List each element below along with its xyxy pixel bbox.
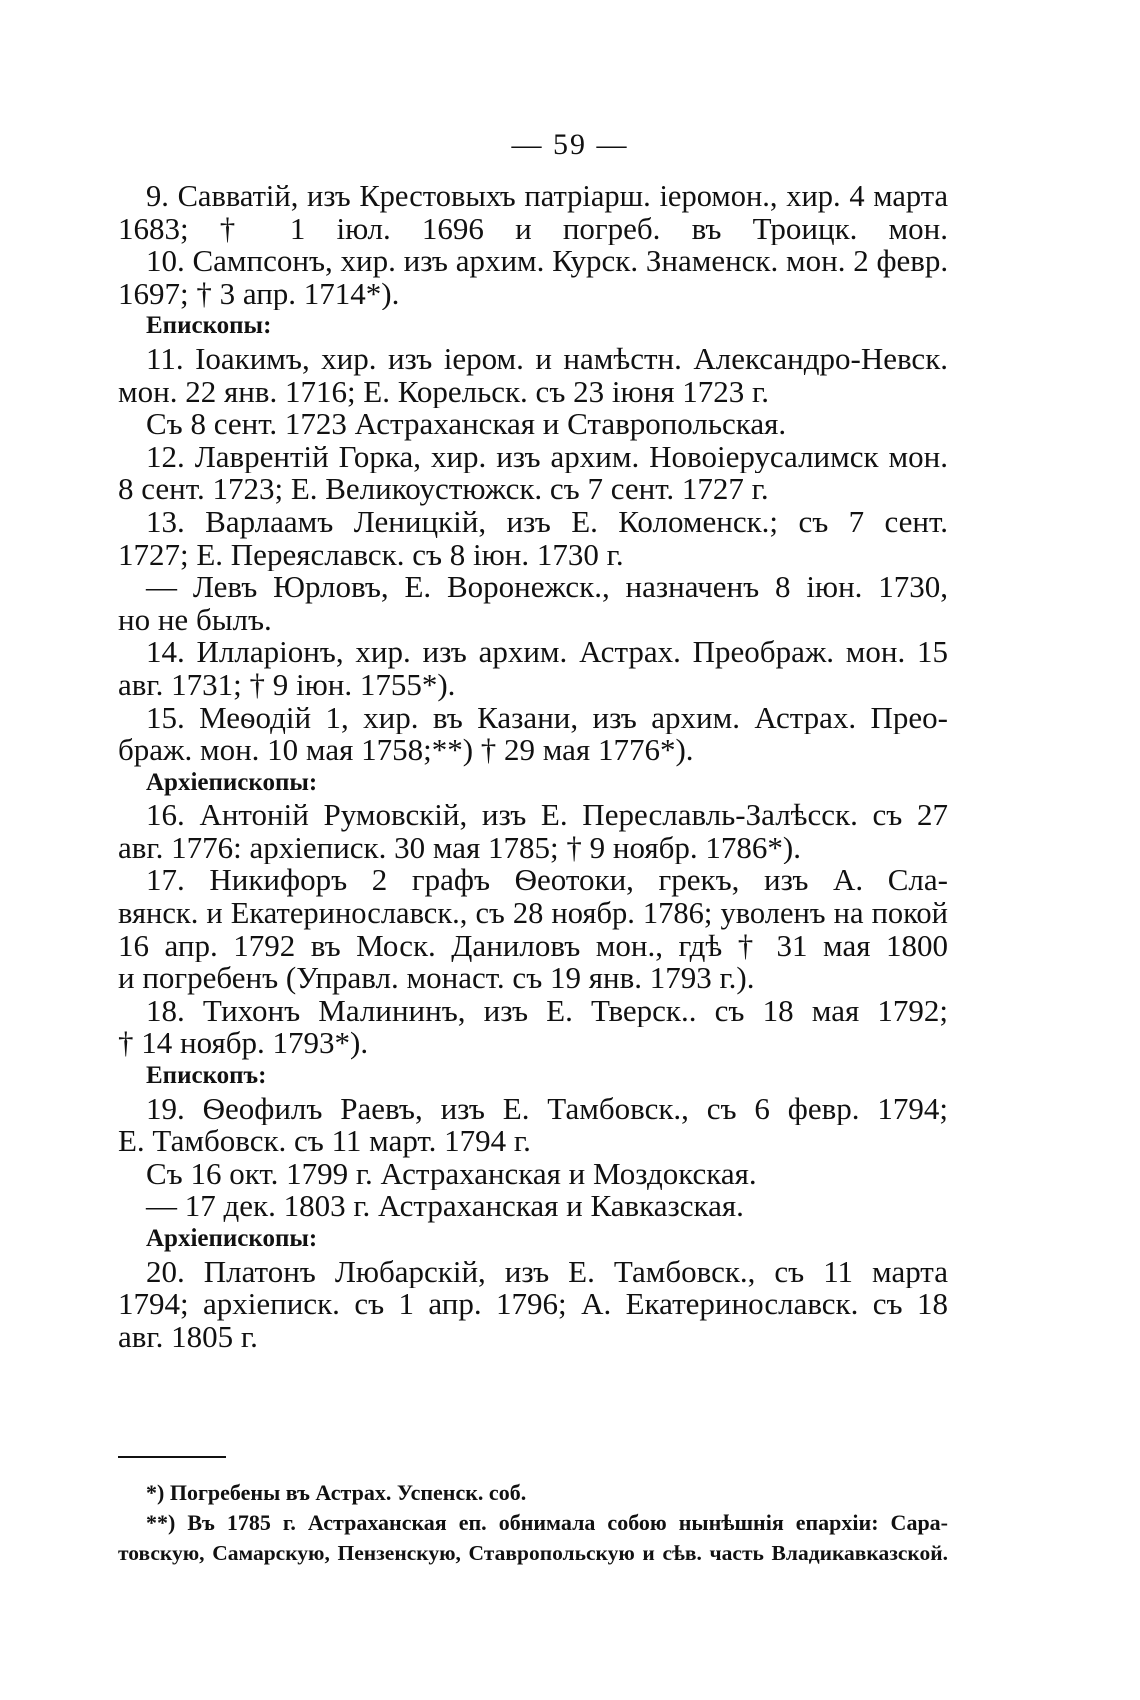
entry-17-line-4: и погребенъ (Управл. монаст. съ 19 янв. 1793 г.).: [118, 962, 755, 995]
entry-20-line-2: 1794; архіеписк. съ 1 апр. 1796; А. Екатеринославск. съ 18: [118, 1288, 948, 1321]
footnote-divider: [118, 1456, 226, 1458]
entry-16-line-2: авг. 1776: архіеписк. 30 мая 1785; † 9 ноябр. 1786*).: [118, 831, 801, 865]
footnote-1: *) Погребены въ Астрах. Успенск. соб.: [146, 1480, 527, 1505]
footnote-2-line-1: **) Въ 1785 г. Астраханская еп. обнимала собою нынѣшнія епархіи: Сара-: [146, 1510, 948, 1535]
entry-18-line-2: † 14 ноябр. 1793*).: [118, 1027, 369, 1061]
entry-20-line-1: 20. Платонъ Любарскій, изъ Е. Тамбовск., съ 11 марта: [146, 1255, 948, 1289]
entry-17-line-3: 16 апр. 1792 въ Моск. Даниловъ мон., гдѣ † 31 мая 1800: [118, 929, 948, 963]
diocese-note-1799: Съ 16 окт. 1799 г. Астраханская и Моздокская.: [146, 1157, 757, 1191]
entry-12-line-2: 8 сент. 1723; Е. Великоустюжск. съ 7 сент. 1727 г.: [118, 473, 769, 506]
entry-13-line-1: 13. Варлаамъ Леницкій, изъ Е. Коломенск.; съ 7 сент.: [146, 505, 948, 539]
footnotes: [118, 1478, 948, 1568]
diocese-note-1803: — 17 дек. 1803 г. Астраханская и Кавказская.: [146, 1190, 744, 1223]
section-heading-archbishops-1: Архіепископы:: [146, 768, 318, 796]
footnote-2-line-2: товскую, Самарскую, Пензенскую, Ставропольскую и сѣв. часть Владикавказской.: [118, 1541, 948, 1565]
entry-13-line-2: 1727; Е. Переяславск. съ 8 іюн. 1730 г.: [118, 538, 624, 572]
entry-17-line-2: вянск. и Екатеринославск., съ 28 ноябр. 1786; уволенъ на покой: [118, 897, 948, 930]
entry-14-line-2: авг. 1731; † 9 іюн. 1755*).: [118, 668, 456, 702]
entry-19-line-1: 19. Ѳеофилъ Раевъ, изъ Е. Тамбовск., съ 6 февр. 1794;: [146, 1092, 948, 1126]
section-heading-archbishops-2: Архіепископы:: [146, 1225, 318, 1252]
entry-17-line-1: 17. Никифоръ 2 графъ Ѳеотоки, грекъ, изъ А. Сла-: [146, 864, 948, 898]
entry-9-line-1: 9. Савватій, изъ Крестовыхъ патріарш. іеромон., хир. 4 марта: [146, 180, 948, 213]
entry-lev-line-1: — Левъ Юрловъ, Е. Воронежск., назначенъ 8 іюн. 1730,: [146, 571, 948, 604]
entry-19-line-2: Е. Тамбовск. съ 11 март. 1794 г.: [118, 1125, 531, 1158]
entry-10-line-2: 1697; † 3 апр. 1714*).: [118, 277, 400, 311]
entry-15-line-2: браж. мон. 10 мая 1758;**) † 29 мая 1776*).: [118, 734, 694, 767]
entry-9-line-2: 1683; † 1 іюл. 1696 и погреб. въ Троицк. мон.: [118, 212, 948, 246]
entry-15-line-1: 15. Меѳодій 1, хир. въ Казани, изъ архим. Астрах. Прео-: [146, 701, 948, 735]
diocese-note-1723: Съ 8 сент. 1723 Астраханская и Ставропольская.: [146, 408, 787, 441]
entry-12-line-1: 12. Лаврентій Горка, хир. изъ архим. Новоіерусалимск мон.: [146, 440, 948, 474]
entry-14-line-1: 14. Илларіонъ, хир. изъ архим. Астрах. Преображ. мон. 15: [146, 636, 948, 669]
entry-lev-line-2: но не былъ.: [118, 603, 272, 637]
section-heading-bishops-1: Епископы:: [146, 312, 272, 340]
entry-10-line-1: 10. Сампсонъ, хир. изъ архим. Курск. Знаменск. мон. 2 февр.: [146, 245, 948, 278]
entry-16-line-1: 16. Антоній Румовскій, изъ Е. Переславль-Залѣсск. съ 27: [146, 799, 948, 832]
entry-18-line-1: 18. Тихонъ Малининъ, изъ Е. Тверск.. съ 18 мая 1792;: [146, 994, 948, 1028]
section-heading-bishop-2: Епископъ:: [146, 1062, 267, 1090]
entry-20-line-3: авг. 1805 г.: [118, 1320, 258, 1354]
main-text: [118, 180, 948, 1353]
entry-11-line-2: мон. 22 янв. 1716; Е. Корельск. съ 23 іюня 1723 г.: [118, 375, 769, 409]
entry-11-line-1: 11. Іоакимъ, хир. изъ іером. и намѣстн. Александро-Невск.: [146, 342, 948, 376]
page-number: — 59 —: [511, 128, 629, 161]
